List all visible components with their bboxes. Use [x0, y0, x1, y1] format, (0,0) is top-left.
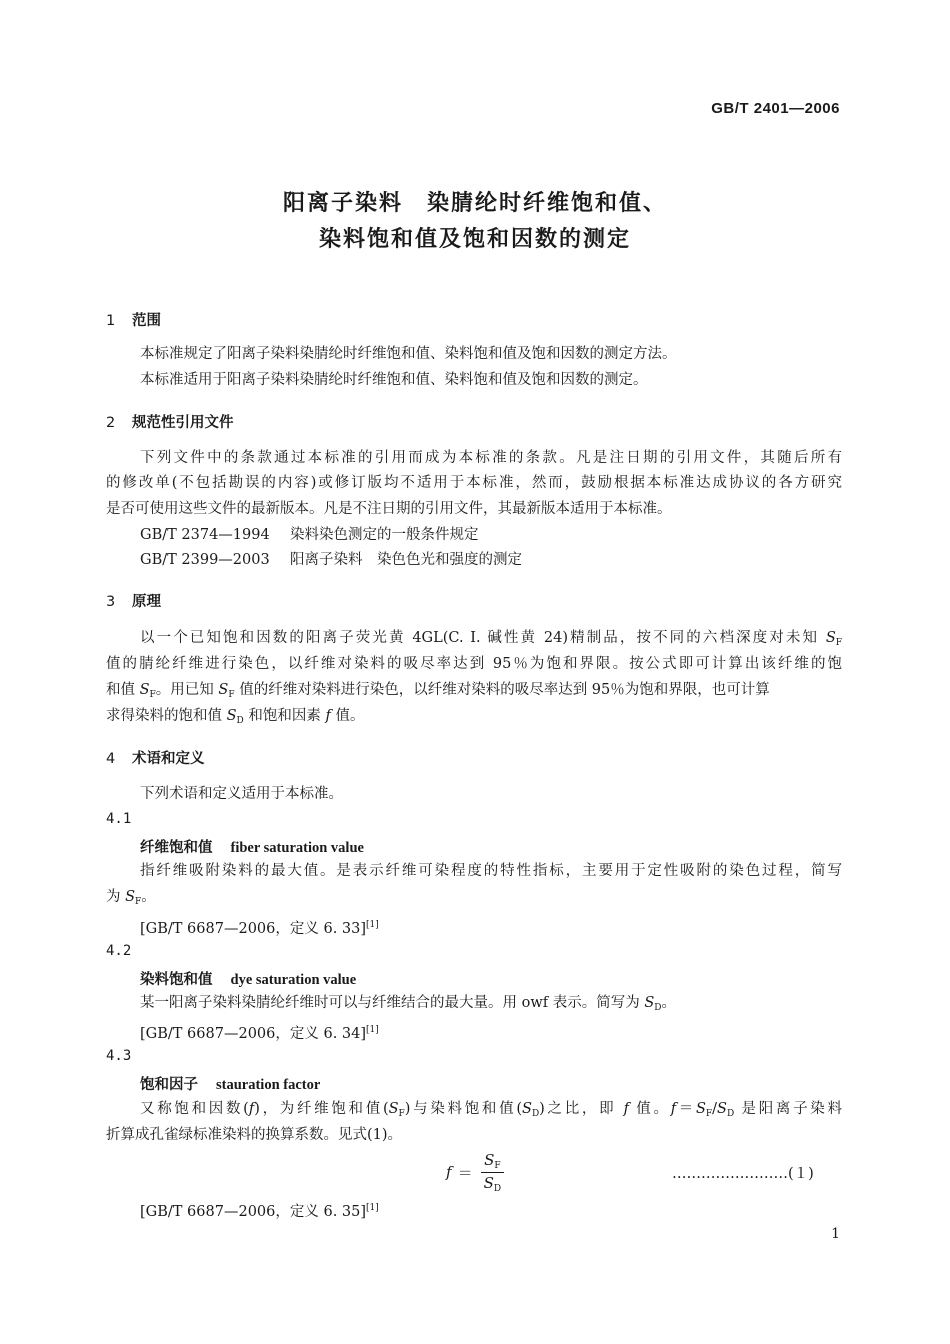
- section-4-heading: [106, 747, 205, 768]
- reference-id: GB/T 2399—2003: [140, 552, 270, 568]
- term-definition: 某一阳离子染料染腈纶纤维时可以与纤维结合的最大量。用 owf 表示。简写为 $S_D$。: [140, 995, 676, 1013]
- formula-1: f ＝ $\frac{S_F}{S_D}$: [446, 1152, 504, 1192]
- clause-number: 4.1: [106, 811, 132, 827]
- page-number: 1: [831, 1226, 840, 1242]
- section-2-heading: [106, 411, 234, 432]
- section-1-heading: [106, 309, 161, 330]
- term-heading: 纤维饱和值 fiber saturation value: [140, 840, 364, 856]
- references-paragraph-line-3: 是否可使用这些文件的最新版本。凡是不注日期的引用文件，其最新版本适用于本标准。: [106, 501, 672, 517]
- principle-line-2: 值的腈纶纤维进行染色，以纤维对染料的吸尽率达到 95％为饱和界限。按公式即可计算出该纤维的饱: [106, 656, 842, 672]
- term-definition-line-2: 折算成孔雀绿标准染料的换算系数。见式(1)。: [106, 1127, 403, 1143]
- references-paragraph-line-2: 的修改单(不包括勘误的内容)或修订版均不适用于本标准，然而，鼓励根据本标准达成协议的各方研究: [106, 475, 842, 491]
- principle-line-4: 求得染料的饱和值 $S_D$ 和饱和因素 f 值。: [106, 708, 365, 726]
- term-heading: 饱和因子 stauration factor: [140, 1077, 321, 1093]
- title-line-1: 阳离子染料 染腈纶时纤维饱和值、: [282, 191, 667, 216]
- section-3-heading: [106, 590, 161, 611]
- reference-item: [140, 525, 842, 545]
- reference-item: [140, 550, 842, 570]
- reference-title: 阳离子染料 染色色光和强度的测定: [290, 552, 522, 568]
- section-title: 术语和定义: [132, 751, 205, 767]
- term-definition-line-1: 指纤维吸附染料的最大值。是表示纤维可染程度的特性指标，主要用于定性吸附的染色过程，简写: [140, 863, 842, 879]
- term-heading: 染料饱和值 dye saturation value: [140, 972, 357, 988]
- reference-id: GB/T 2374—1994: [140, 527, 270, 543]
- section-number: 1: [106, 313, 116, 329]
- standard-number: GB/T 2401—2006: [711, 100, 840, 117]
- term-source: [GB/T 6687—2006，定义 6. 33][1]: [140, 920, 379, 937]
- fraction: $\frac{S_F}{S_D}$: [481, 1151, 505, 1194]
- scope-paragraph-1: 本标准规定了阳离子染料染腈纶时纤维饱和值、染料饱和值及饱和因数的测定方法。: [140, 346, 677, 362]
- section-title: 规范性引用文件: [132, 415, 234, 431]
- term-definition-line-1: 又称饱和因数(f)，为纤维饱和值$(S_F)$与染料饱和值$(S_D)$之比，即 f 值。$f=S_F/S_D$ 是阳离子染料: [140, 1101, 842, 1119]
- references-paragraph-line-1: 下列文件中的条款通过本标准的引用而成为本标准的条款。凡是注日期的引用文件，其随后所有: [140, 450, 842, 466]
- term-definition-line-2: 为 $S_F$。: [106, 889, 156, 907]
- title-line-2: 染料饱和值及饱和因数的测定: [318, 227, 631, 252]
- section-title: 范围: [132, 313, 161, 329]
- clause-number: 4.3: [106, 1048, 132, 1064]
- section-number: 2: [106, 415, 116, 431]
- equation-number: ……………………(１): [672, 1166, 814, 1182]
- principle-line-1: 以一个已知饱和因数的阳离子荧光黄 4GL(C. I. 碱性黄 24)精制品，按不同的六档深度对未知 $S_F$: [140, 630, 842, 648]
- principle-line-3: 和值 $S_F$。用已知 $S_F$ 值的纤维对染料进行染色，以纤维对染料的吸尽率达到 95％为饱和界限，也可计算: [106, 682, 770, 700]
- term-source: [GB/T 6687—2006，定义 6. 34][1]: [140, 1025, 379, 1042]
- section-title: 原理: [132, 594, 161, 610]
- scope-paragraph-2: 本标准适用于阳离子染料染腈纶时纤维饱和值、染料饱和值及饱和因数的测定。: [140, 372, 648, 388]
- clause-number: 4.2: [106, 943, 132, 959]
- reference-title: 染料染色测定的一般条件规定: [290, 527, 479, 543]
- section-number: 4: [106, 751, 116, 767]
- terms-intro: 下列术语和定义适用于本标准。: [140, 786, 343, 802]
- term-source: [GB/T 6687—2006，定义 6. 35][1]: [140, 1203, 379, 1220]
- section-number: 3: [106, 594, 116, 610]
